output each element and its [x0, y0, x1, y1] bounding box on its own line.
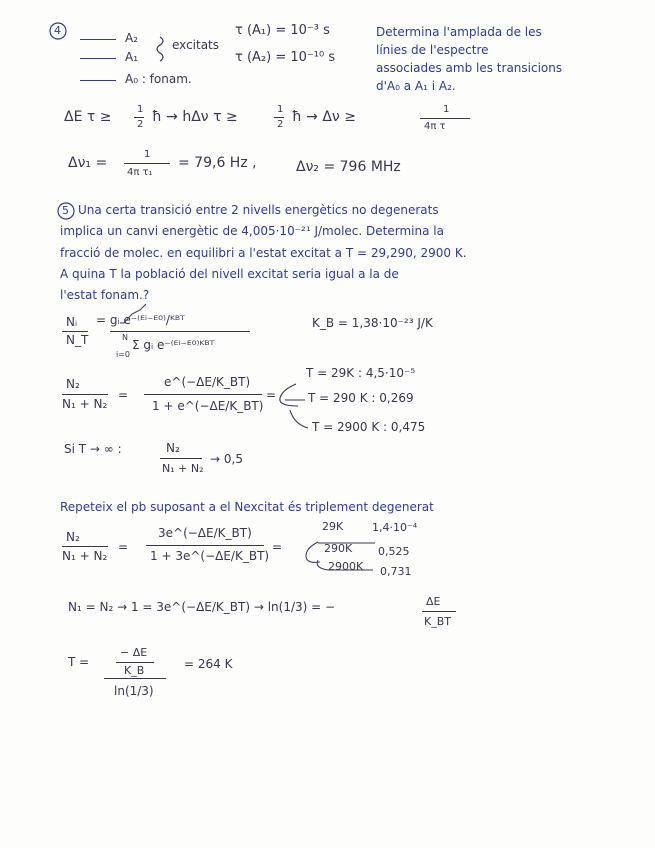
result-290K: T = 290 K : 0,269 — [308, 391, 414, 405]
tau-a2: τ (A₂) = 10⁻¹⁰ s — [235, 50, 336, 65]
dv1-value: = 79,6 Hz , — [178, 155, 257, 171]
frac-eq: = — [118, 388, 129, 402]
dv-den: 4π τ — [424, 121, 446, 132]
excited-brace — [157, 37, 163, 61]
level-line-a1 — [80, 58, 116, 59]
p5-text-3: fracció de molec. en equilibri a l'estat excitat a T = 29,290, 2900 K. — [60, 246, 467, 260]
dv1-label: Δν₁ = — [68, 155, 108, 171]
p4-question-3: associades amb les transicions — [376, 61, 563, 75]
dv1-den: 4π τ₁ — [127, 167, 153, 178]
temp-lhs: T = — [68, 655, 90, 669]
repeat-text: Repeteix el pb suposant a el Nexcitat és triplement degenerat — [60, 500, 434, 514]
limit-value: → 0,5 — [210, 452, 243, 466]
branch-arrow-top — [280, 384, 298, 406]
frac3-v1: 1,4·10⁻⁴ — [372, 521, 418, 534]
half-num: 1 — [137, 104, 144, 115]
frac-den: 1 + e^(−ΔE/K_BT) — [152, 399, 264, 413]
boltz-rhs-num: = gᵢ e⁻⁽ᴱⁱ⁻ᴱ⁰⁾/ᴷᴮᵀ — [96, 313, 185, 327]
p5-text-2: implica un canvi energètic de 4,005·10⁻²¹ J/molec. Determina la — [60, 224, 444, 238]
frac3-lhs-bar — [62, 546, 108, 547]
result-29K: T = 29K : 4,5·10⁻⁵ — [306, 366, 416, 380]
tau-a1: τ (A₁) = 10⁻³ s — [235, 23, 330, 38]
uncertainty-mid: ħ → hΔν τ ≥ — [152, 109, 238, 125]
boltz-rhs-bar — [110, 331, 250, 332]
frac3-eq2: = — [272, 540, 283, 554]
branch-arrow-2 — [306, 542, 320, 562]
boltz-rhs-den: Σ gᵢ e⁻⁽ᴱⁱ⁻ᴱ⁰⁾ᴷᴮᵀ — [132, 338, 215, 352]
half-den: 2 — [137, 119, 144, 130]
level-line-a2 — [80, 39, 116, 40]
temp-num-bottom: K_B — [124, 664, 145, 677]
dv2-value: Δν₂ = 796 MHz — [296, 159, 401, 175]
half2-den: 2 — [277, 119, 284, 130]
dv1-bar — [124, 163, 170, 164]
boltz-lhs-num: Nᵢ — [66, 315, 78, 329]
frac3-eq: = — [118, 540, 129, 554]
frac3-t3: 2900K — [328, 560, 364, 573]
frac3-lhs-num: N₂ — [66, 530, 80, 544]
frac3-t2: 290K — [324, 542, 353, 555]
excited-label: excitats — [172, 38, 220, 52]
equal-populations: N₁ = N₂ → 1 = 3e^(−ΔE/K_BT) → ln(1/3) = − — [68, 600, 336, 614]
frac3-lhs-den: N₁ + N₂ — [62, 549, 108, 563]
limit-den: N₁ + N₂ — [162, 462, 204, 475]
temp-value: = 264 K — [184, 657, 233, 671]
temp-den: ln(1/3) — [114, 684, 154, 698]
problem-4-number: 4 — [54, 24, 61, 37]
dv1-num: 1 — [144, 149, 151, 160]
uncertainty-left: ΔE τ ≥ — [64, 109, 112, 125]
temp-num-top: − ΔE — [120, 646, 148, 659]
level-a2-label: A₂ — [125, 31, 139, 45]
sum-bottom: i=0 — [116, 350, 131, 359]
level-a0-label: A₀ : fonam. — [125, 72, 192, 86]
p5-text-1: Una certa transició entre 2 nivells energètics no degenerats — [78, 203, 439, 217]
frac-num: e^(−ΔE/K_BT) — [164, 375, 251, 389]
half2-num: 1 — [277, 104, 284, 115]
frac-eq2: = — [266, 388, 277, 402]
equal-bar — [422, 611, 456, 612]
kb-constant: K_B = 1,38·10⁻²³ J/K — [312, 316, 433, 330]
level-a1-label: A₁ — [125, 50, 139, 64]
frac-lhs-num: N₂ — [66, 377, 80, 391]
branch-arrow-bottom — [290, 410, 308, 428]
frac-bar — [144, 394, 262, 395]
temp-bar — [104, 678, 166, 679]
boltz-lhs-den: N_T — [66, 333, 89, 347]
boltz-lhs-bar — [62, 331, 88, 332]
p4-question-4: d'A₀ a A₁ i A₂. — [376, 79, 456, 93]
p5-text-5: l'estat fonam.? — [60, 288, 150, 302]
half2-bar — [274, 117, 284, 118]
limit-si: Si T → ∞ : — [64, 442, 122, 456]
frac-lhs-den: N₁ + N₂ — [62, 397, 108, 411]
limit-num: N₂ — [166, 441, 180, 455]
frac3-t1: 29K — [322, 520, 344, 533]
temp-inner-bar — [116, 662, 154, 663]
p4-question-1: Determina l'amplada de les — [376, 25, 542, 39]
dv-bar — [420, 118, 470, 119]
equal-den: K_BT — [424, 615, 451, 628]
frac-lhs-bar — [62, 394, 108, 395]
half-bar — [134, 117, 144, 118]
problem-5-number: 5 — [62, 204, 69, 217]
frac3-v3: 0,731 — [380, 565, 412, 578]
p4-question-2: línies de l'espectre — [376, 43, 489, 57]
frac3-v2: 0,525 — [378, 545, 410, 558]
equal-num: ΔE — [426, 595, 441, 608]
p5-text-4: A quina T la població del nivell excitat seria igual a la de — [60, 267, 399, 281]
sum-top: N — [122, 333, 128, 342]
limit-bar — [160, 458, 202, 459]
dv-num: 1 — [443, 104, 450, 115]
frac3-den: 1 + 3e^(−ΔE/K_BT) — [150, 549, 270, 563]
frac3-num: 3e^(−ΔE/K_BT) — [158, 526, 252, 540]
frac3-bar — [146, 545, 264, 546]
uncertainty-right: ħ → Δν ≥ — [292, 109, 356, 125]
result-2900K: T = 2900 K : 0,475 — [312, 420, 426, 434]
level-line-a0 — [80, 80, 116, 81]
